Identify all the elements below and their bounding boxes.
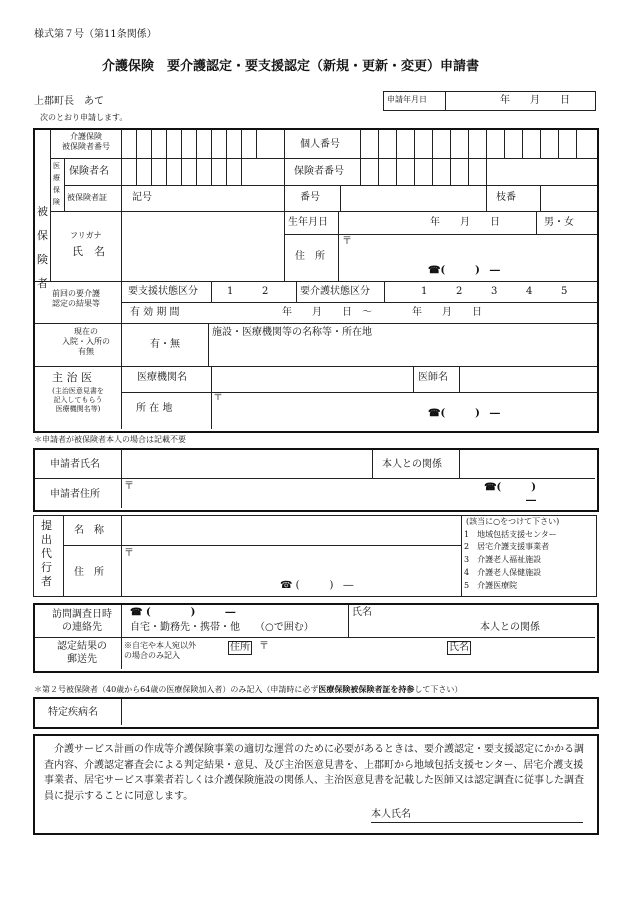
applicant-address-input[interactable]	[134, 481, 454, 505]
agent-option-2[interactable]: 2 居宅介護支援事業者	[464, 542, 550, 551]
branch-input[interactable]	[542, 187, 594, 209]
agent-option-5[interactable]: 5 介護医療院	[464, 581, 518, 590]
result-address-input[interactable]	[270, 640, 440, 666]
no2-note: ＊第２号被保険者（40歳から64歳の医療保険加入者）のみ記入（申請時に必ず医療保険被保険者証を持参して下さい）	[34, 684, 463, 694]
signature-input[interactable]	[420, 806, 582, 822]
signature-label: 本人氏名	[371, 809, 411, 820]
number-input[interactable]	[342, 187, 484, 209]
form-number: 様式第７号（第11条関係）	[34, 29, 157, 40]
care-2[interactable]: 2	[456, 286, 463, 297]
insured-tel: ☎( ) ―	[428, 265, 500, 276]
result-mail-note: ※自宅や本人宛以外 の場合のみ記入	[124, 641, 196, 660]
visit-options[interactable]: 自宅・勤務先・携帯・他 （○で囲む）	[130, 622, 314, 633]
doctor-postal-mark: 〒	[213, 392, 223, 403]
agent-section-label: 提 出 代 行 者	[41, 519, 52, 588]
postal-mark: 〒	[342, 236, 352, 247]
birth-label: 生年月日	[288, 217, 328, 228]
applicant-relation-input[interactable]	[461, 451, 594, 476]
symbol-input[interactable]	[155, 187, 281, 209]
furigana-label: フリガナ	[70, 231, 102, 240]
sex-choice[interactable]: 男・女	[544, 217, 574, 228]
personal-number-label: 個人番号	[300, 139, 340, 150]
application-date-label: 申請年月日	[387, 95, 427, 104]
number-label: 番号	[300, 192, 320, 203]
birth-fields: 年 月 日	[430, 217, 500, 228]
result-name-label: 氏名	[449, 642, 469, 653]
visit-relation-label: 本人との関係	[480, 622, 540, 633]
care-3[interactable]: 3	[491, 286, 498, 297]
visit-tel: ☎ ( ) ―	[130, 607, 236, 618]
form-title: 介護保険 要介護認定・要支援認定（新規・更新・変更）申請書	[102, 59, 480, 74]
prev-result-label: 前回の要介護 認定の結果等	[52, 289, 100, 308]
doctor-label: 主 治 医	[52, 371, 92, 384]
care-4[interactable]: 4	[526, 286, 533, 297]
facility-label: 施設・医療機関等の名称等・所在地	[212, 327, 372, 338]
insurance-card-label: 被保険者証	[67, 193, 107, 202]
applicant-name-label: 申請者氏名	[50, 459, 100, 470]
support-1[interactable]: 1	[227, 286, 234, 297]
facility-input[interactable]	[212, 340, 594, 364]
doctor-tel: ☎( ) ―	[428, 408, 500, 419]
address-label: 住 所	[295, 251, 325, 262]
care-label: 要介護状態区分	[300, 286, 370, 297]
result-postal-mark: 〒	[259, 641, 269, 652]
agent-name-label: 名 称	[74, 525, 104, 536]
visit-contact-label: 訪問調査日時 の連絡先	[52, 609, 112, 633]
current-admission-label: 現在の 入院・入所の 有無	[62, 327, 110, 356]
visit-name-label: 氏名	[352, 607, 372, 618]
insured-name-input[interactable]	[122, 212, 282, 280]
result-name-input[interactable]	[472, 640, 592, 666]
branch-label: 枝番	[496, 192, 516, 203]
applicant-tel: ☎( ) ―	[484, 482, 536, 506]
care-5[interactable]: 5	[561, 286, 568, 297]
agent-tel: ☎ ( ) ―	[280, 580, 354, 591]
application-date-fields: 年 月 日	[500, 95, 570, 106]
clinic-input[interactable]	[213, 368, 411, 390]
applicant-relation-label: 本人との関係	[382, 459, 442, 470]
doctor-name-input[interactable]	[461, 368, 594, 390]
agent-option-3[interactable]: 3 介護老人福祉施設	[464, 555, 542, 564]
disease-label: 特定疾病名	[48, 707, 98, 718]
insured-number-input[interactable]	[122, 131, 282, 157]
support-2[interactable]: 2	[262, 286, 269, 297]
agent-address-label: 住 所	[74, 567, 104, 578]
result-address-label: 住所	[230, 642, 250, 653]
consent-text: 介護サービス計画の作成等介護保険事業の適切な運営のために必要があるときは、要介護認定・要支援認定にかかる調査内容、介護認定審査会による判定結果・意見、及び主治医意見書を、上郡町から地域包括支援センター、居宅介護支援事業者、居宅サービス事業者若しくは介護保険施設の関係人、主治医意見書を記載した医師又は認定調査に従事した調査員に提示することに同意します。	[44, 744, 584, 802]
agent-address-input[interactable]	[134, 548, 454, 576]
symbol-label: 記号	[132, 192, 152, 203]
result-mail-label: 認定結果の 郵送先	[57, 641, 107, 665]
valid-period-fields: 年 月 日 ～ 年 月 日	[282, 307, 482, 318]
agent-name-input[interactable]	[123, 517, 459, 543]
name-label: 氏 名	[72, 245, 105, 258]
applicant-postal-mark: 〒	[124, 481, 134, 492]
agent-option-1[interactable]: 1 地域包括支援センター	[464, 530, 557, 539]
applicant-note: ＊申請者が被保険者本人の場合は記載不要	[34, 435, 186, 444]
valid-period-label: 有 効 期 間	[130, 307, 180, 318]
care-1[interactable]: 1	[421, 286, 428, 297]
doctor-sublabel: (主治医意見書を 記入してもらう 医療機関名等)	[52, 387, 104, 413]
applicant-address-label: 申請者住所	[50, 489, 100, 500]
insured-number-label: 介護保険 被保険者番号	[62, 132, 110, 151]
clinic-label: 医療機関名	[137, 372, 187, 383]
admission-choice[interactable]: 有・無	[150, 339, 180, 350]
agent-postal-mark: 〒	[124, 548, 134, 559]
intro-text: 次のとおり申請します。	[40, 113, 128, 122]
insurer-number-label: 保険者番号	[294, 166, 344, 177]
addressee: 上郡町長 あて	[34, 96, 104, 107]
support-label: 要支援状態区分	[128, 286, 198, 297]
doctor-location-label: 所 在 地	[136, 403, 173, 414]
agent-hint: (該当に○をつけて下さい)	[466, 517, 560, 526]
disease-input[interactable]	[123, 700, 593, 724]
insurer-name-label: 保険者名	[69, 166, 109, 177]
agent-option-4[interactable]: 4 介護老人保健施設	[464, 568, 542, 577]
insured-section-label: 被 保 険 者	[37, 205, 48, 290]
personal-number-input[interactable]	[361, 131, 595, 157]
doctor-name-label: 医師名	[418, 372, 448, 383]
medical-insurance-label: 医 療 保 険	[53, 162, 60, 206]
visit-name-input[interactable]	[372, 606, 592, 620]
applicant-name-input[interactable]	[123, 451, 369, 476]
